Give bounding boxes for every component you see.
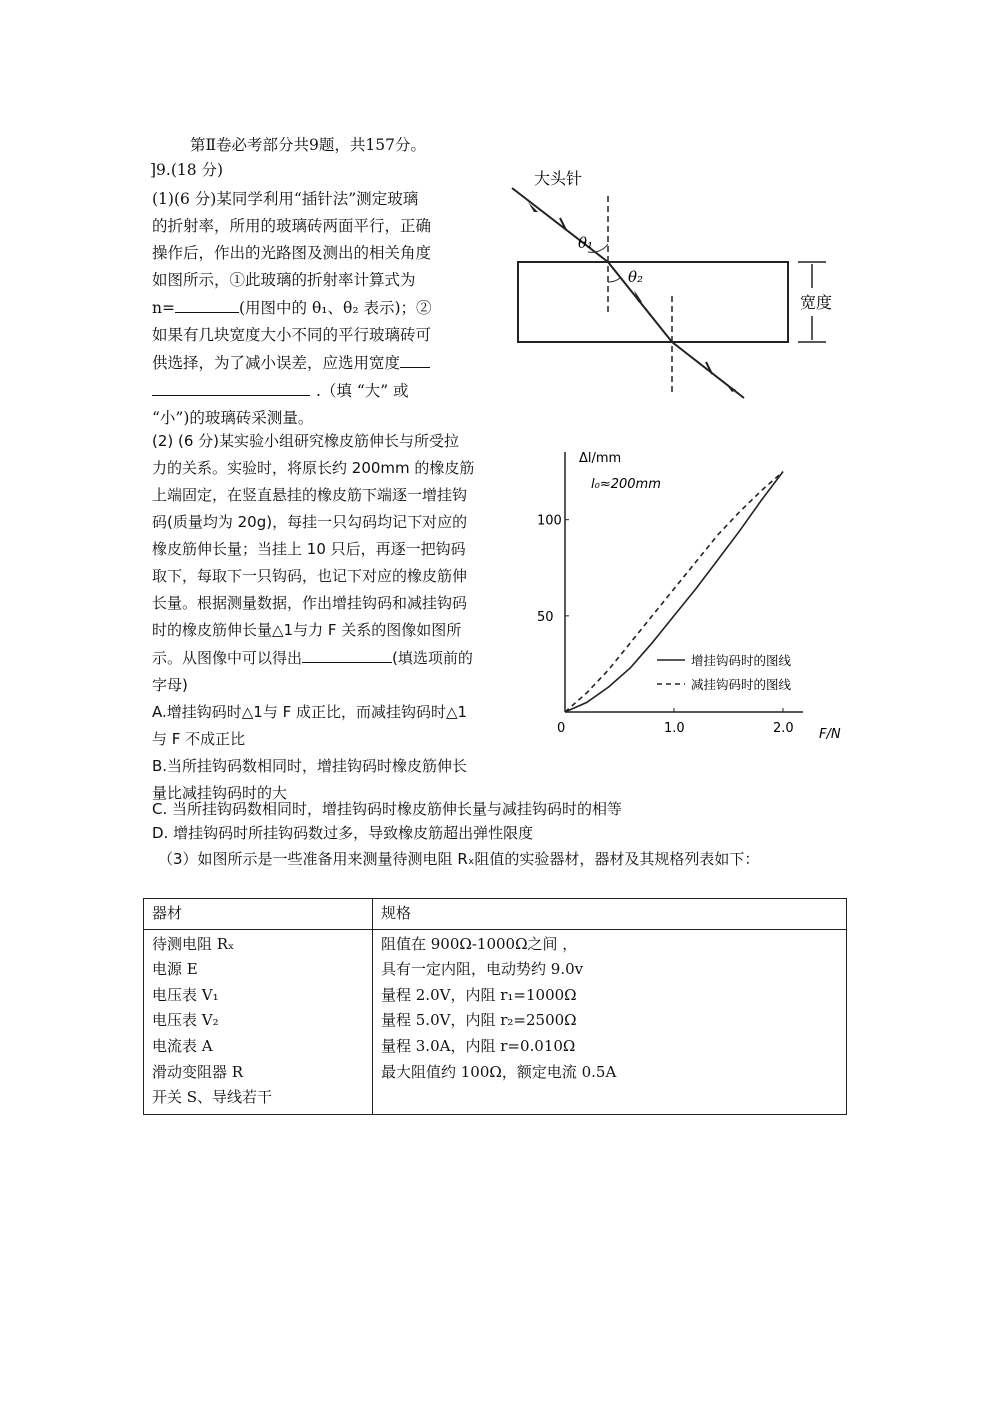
incident-ray [512,188,608,262]
part1-line: 操作后，作出的光路图及测出的相关角度 [152,244,432,262]
answer-blank-1[interactable] [175,294,239,313]
part2-line: 时的橡皮筋伸长量△1与力 F 关系的图像如图所 [152,621,462,639]
part2-line [152,644,532,672]
part2-line: 橡皮筋伸长量；当挂上 10 只后，再逐一把钩码 [152,540,466,558]
answer-blank-2b[interactable] [152,377,310,396]
legend-label: 减挂钩码时的图线 [691,677,792,692]
equipment-item: 待测电阻 Rₓ [152,934,235,953]
part1-line7: 供选择，为了减小误差，应选用宽度 [152,354,401,372]
table-header-cell: 器材 [144,899,373,930]
question-header: ]9.(18 分) [150,161,224,179]
part1-line5-post: (用图中的 θ₁、θ₂ 表示)；② [238,299,432,317]
option-a-line1: A.增挂钩码时△1与 F 成正比，而减挂钩码时△1 [152,703,468,721]
equipment-item: 滑动变阻器 R [152,1062,244,1081]
refraction-figure [508,166,848,411]
option-b-line2: 量比减挂钩码时的大 [152,784,288,802]
spec-item: 量程 2.0V，内阻 r₁=1000Ω [381,985,577,1004]
part2-line9-post: (填选项前的 [392,649,473,667]
part2-line: 力的关系。实验时，将原长约 200mm 的橡皮筋 [152,459,475,477]
equipment-item: 电流表 A [152,1036,213,1055]
part1-line8-post: .（填 “大” 或 [316,382,409,400]
series-line-dashed [565,472,783,712]
option-b-line1: B.当所挂钩码数相同时，增挂钩码时橡皮筋伸长 [152,757,468,775]
chart-ylabel: Δl/mm [579,451,622,466]
part1-line: “小”)的玻璃砖采测量。 [152,409,314,427]
legend-label: 增挂钩码时的图线 [691,653,792,668]
equipment-item: 开关 S、导线若干 [152,1088,273,1107]
spec-column [373,929,847,1114]
part1-line [152,349,474,377]
option-c: C. 当所挂钩码数相同时，增挂钩码时橡皮筋伸长量与减挂钩码时的相等 [152,800,623,818]
spec-item: 量程 5.0V，内阻 r₂=2500Ω [381,1011,577,1030]
equipment-item: 电压表 V₂ [152,1011,219,1030]
theta1-label: θ₁ [578,234,594,252]
x-tick-label: 2.0 [773,721,794,736]
answer-blank-2a[interactable] [400,349,430,368]
theta2-label: θ₂ [628,268,644,286]
part2-line: 上端固定，在竖直悬挂的橡皮筋下端逐一增挂钩 [152,486,468,504]
chart-annotation: l₀≈200mm [591,477,661,492]
x-tick-label: 1.0 [664,721,685,736]
part1-line: 如图所示，①此玻璃的折射率计算式为 [152,271,416,289]
option-d: D. 增挂钩码时所挂钩码数过多，导致橡皮筋超出弹性限度 [152,824,534,842]
part2-line: 取下，每取下一只钩码，也记下对应的橡皮筋伸 [152,567,468,585]
spec-item: 最大阻值约 100Ω，额定电流 0.5A [381,1062,617,1081]
spec-item: 具有一定内阻，电动势约 9.0v [381,960,584,979]
option-a-line2: 与 F 不成正比 [152,730,246,748]
part2-text [152,428,532,807]
stretch-chart [535,440,850,745]
part1-line: 如果有几块宽度大小不同的平行玻璃砖可 [152,326,432,344]
table-body-row [144,929,847,1114]
x-tick-label: 0 [557,721,566,736]
part2-line: 字母) [152,676,188,694]
spec-item: 阻值在 900Ω-1000Ω之间 ， [381,934,578,953]
chart-xlabel: F/N [819,727,841,742]
part1-text [152,186,474,432]
section-intro: 第Ⅱ卷必考部分共9题，共157分。 [190,136,426,154]
table-header-row [144,899,847,930]
part2-line: 码(质量均为 20g)，每挂一只勾码均记下对应的 [152,513,468,531]
series-line-solid [565,472,783,712]
answer-blank-3[interactable] [302,644,392,663]
equipment-column [144,929,373,1114]
part1-line: (1)(6 分)某同学利用“插针法”测定玻璃 [152,190,419,208]
angle-arc [608,278,620,282]
equipment-item: 电压表 V₁ [152,985,219,1004]
part3-intro: （3）如图所示是一些准备用来测量待测电阻 Rₓ阻值的实验器材，器材及其规格列表如下： [158,850,760,868]
width-label: 宽度 [800,293,833,312]
part1-line: 的折射率，所用的玻璃砖两面平行，正确 [152,217,432,235]
spec-item: 量程 3.0A，内阻 r=0.010Ω [381,1036,576,1055]
part2-line: (2) (6 分)某实验小组研究橡皮筋伸长与所受拉 [152,432,460,450]
part2-line9-pre: 示。从图像中可以得出 [152,649,303,667]
y-tick-label: 100 [537,513,562,529]
equipment-item: 电源 E [152,960,198,979]
pin-label: 大头针 [534,169,583,188]
part1-line [152,294,474,322]
glass-block [518,262,788,342]
part1-line5-pre: n= [152,299,175,317]
y-tick-label: 50 [537,609,554,625]
part1-line [152,377,474,405]
table-header-cell: 规格 [373,899,847,930]
part2-line: 长量。根据测量数据，作出增挂钩码和减挂钩码 [152,594,468,612]
equipment-table [143,898,847,1115]
